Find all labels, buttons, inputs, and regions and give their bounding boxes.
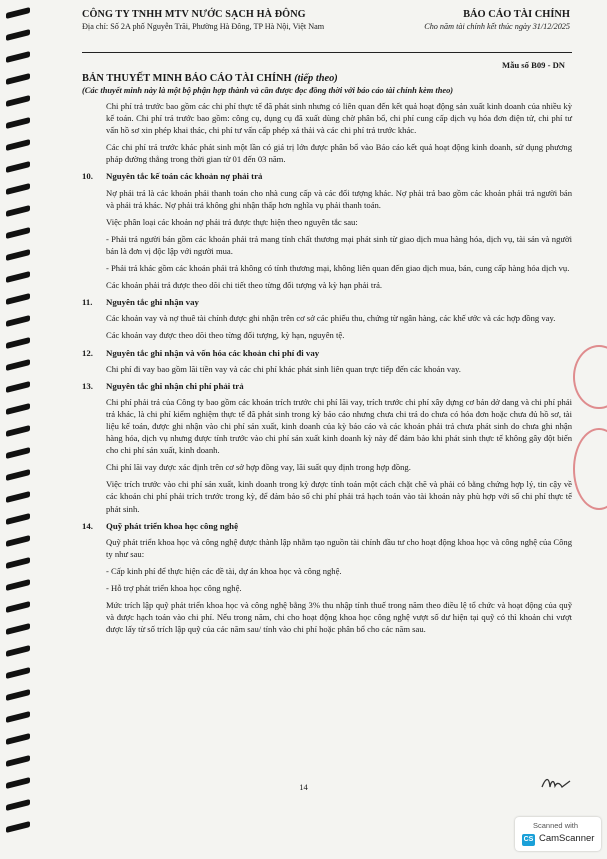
paragraph: Các chi phí trả trước khác phát sinh một lần có giá trị lớn được phân bổ vào Báo cáo kết quả hoạt động kinh doanh, sử dụng phương pháp đường thẳng trong thời gian từ 01 đến 03 năm. <box>106 142 572 165</box>
scanner-line1: Scanned with <box>533 821 579 830</box>
heading-text: Nguyên tắc ghi nhận vay <box>106 297 199 308</box>
section-heading-14 <box>82 520 572 532</box>
report-period: Cho năm tài chính kết thúc ngày 31/12/2025 <box>424 22 570 31</box>
report-title: BÁO CÁO TÀI CHÍNH <box>463 9 570 20</box>
heading-text: Quỹ phát triển khoa học công nghệ <box>106 520 238 531</box>
heading-number: 12. <box>82 347 93 358</box>
red-seal-stamp <box>573 345 607 409</box>
section-subtitle: (Các thuyết minh này là một bộ phận hợp thành và cần được đọc đồng thời với báo cáo tài chính kèm theo) <box>82 86 454 95</box>
heading-number: 13. <box>82 380 93 391</box>
heading-text: Nguyên tắc ghi nhận chi phí phải trả <box>106 380 244 391</box>
signature-initials <box>540 773 574 798</box>
paragraph: Các khoản phải trả được theo dõi chi tiết theo từng đối tượng và kỳ hạn phải trả. <box>106 280 383 291</box>
paragraph: - Phải trả người bán gồm các khoản phải trả mang tính chất thương mại phát sinh từ giao dịch mua hàng hóa, dịch vụ, tài sản và người bán là đơn vị độc lập với người mua. <box>106 233 572 256</box>
company-name: CÔNG TY TNHH MTV NƯỚC SẠCH HÀ ĐÔNG <box>82 9 306 20</box>
section-heading-10 <box>82 170 572 182</box>
paragraph: Chi phí phải trả của Công ty bao gồm các khoản trích trước chi phí lãi vay, trích trước chi phí xây dựng cơ bản dở dang và chi phí phải trả khác, là chi phí kiểm nghiệm thực tế đã phát sinh trong kỳ báo cáo nhưng chưa chi trả do chưa có hóa đơn hoặc chưa đủ hồ sơ, tài liệu kế toán, được ghi nhận vào chi phí sản xuất, kinh doanh của kỳ báo cáo và các khoản phải trả chưa phát sinh do chưa ghi nhận hàng hóa, dịch vụ nhưng được tính trước vào chi phí sản xuất kinh doanh kỳ này để đảm bảo khi phát sinh thực tế không gây đột biến cho chi phí sản xuất, kinh doanh. <box>106 396 572 456</box>
paragraph: Chi phí trả trước bao gồm các chi phí thực tế đã phát sinh nhưng có liên quan đến kết quả hoạt động sản xuất kinh doanh của nhiều kỳ kế toán. Chi phí trả trước bao gồm: công cụ, dụng cụ đã xuất dùng chờ phân bổ, chi phí cung cấp dịch vụ hóa đơn điện tử, chi phí tư vấn hồ sơ xin phép khai thác, chi phí tư vấn cấp phép xả thải và các chi phí trả trước khác. <box>106 101 572 136</box>
paragraph: Chi phí lãi vay được xác định trên cơ sở hợp đồng vay, lãi suất quy định trong hợp đồng. <box>106 462 411 473</box>
camscanner-watermark <box>515 817 601 851</box>
page-number: 14 <box>299 782 308 792</box>
spiral-binding <box>0 0 44 859</box>
heading-text: Nguyên tắc kế toán các khoản nợ phải trả <box>106 171 263 182</box>
section-title-text: BẢN THUYẾT MINH BÁO CÁO TÀI CHÍNH <box>82 73 292 84</box>
paragraph: Chi phí đi vay bao gồm lãi tiền vay và các chi phí khác phát sinh liên quan trực tiếp đến các khoản vay. <box>106 363 461 374</box>
red-seal-stamp <box>573 428 607 510</box>
section-heading-13 <box>82 380 572 392</box>
paragraph: Mức trích lập quỹ phát triển khoa học và công nghệ bằng 3% thu nhập tính thuế trong năm theo điều lệ tổ chức và hoạt động của quỹ và được hạch toán vào chi phí. Nếu trong năm, chi cho hoạt động khoa học công nghệ vượt số dư hiện tại quỹ có thì khoản chi vượt được lấy từ số trích lập quỹ của các năm sau/ tính vào chi phí hoặc phân bổ cho các năm sau. <box>106 600 572 635</box>
paragraph: Nợ phải trả là các khoản phải thanh toán cho nhà cung cấp và các đối tượng khác. Nợ phải trả bao gồm các khoản phải trả người bán và phải trả khác. Nợ phải trả không ghi nhận thấp hơn nghĩa vụ phải thanh toán. <box>106 187 572 210</box>
section-heading-12 <box>82 347 572 359</box>
paragraph: - Hỗ trợ phát triển khoa học công nghệ. <box>106 583 242 593</box>
camscanner-logo-icon: CS <box>522 834 535 846</box>
section-title-suffix: (tiếp theo) <box>294 73 338 84</box>
heading-number: 11. <box>82 297 93 308</box>
signature-icon <box>540 773 574 793</box>
paragraph: Việc trích trước vào chi phí sản xuất, kinh doanh trong kỳ được tính toán một cách chặt chẽ và phải có bằng chứng hợp lý, tin cậy về các khoản chi phí phải trích trước trong kỳ, để đảm bảo số chi phí phải trả hạch toán vào tài khoản này phù hợp với số chi phí thực tế phát sinh. <box>106 479 572 514</box>
paragraph: - Phải trả khác gồm các khoản phải trả không có tính thương mại, không liên quan đến giao dịch mua, bán, cung cấp hàng hóa dịch vụ. <box>106 263 570 274</box>
paragraph: Các khoản vay và nợ thuê tài chính được ghi nhận trên cơ sở các phiếu thu, chứng từ ngân hàng, các khế ước và các hợp đồng vay. <box>106 313 556 324</box>
paragraph: Các khoản vay được theo dõi theo từng đối tượng, kỳ hạn, nguyên tệ. <box>106 330 345 341</box>
form-number: Mẫu số B09 - DN <box>501 60 565 70</box>
heading-text: Nguyên tắc ghi nhận và vốn hóa các khoản chi phí đi vay <box>106 347 320 358</box>
heading-number: 14. <box>82 520 93 531</box>
company-address: Địa chỉ: Số 2A phố Nguyễn Trãi, Phường Hà Đông, TP Hà Nội, Việt Nam <box>82 22 325 31</box>
paragraph: Việc phân loại các khoản nợ phải trả được thực hiện theo nguyên tắc sau: <box>106 216 358 227</box>
section-title <box>82 73 338 84</box>
document-body <box>82 100 572 640</box>
paragraph: Quỹ phát triển khoa học và công nghệ được thành lập nhằm tạo nguồn tài chính đầu tư cho hoạt động khoa học và công nghệ của Công ty như sau: <box>106 536 572 559</box>
scanner-line2: CamScanner <box>539 833 595 844</box>
page-header <box>82 9 570 31</box>
section-heading-11 <box>82 296 572 308</box>
header-rule <box>82 52 572 53</box>
heading-number: 10. <box>82 171 93 182</box>
paragraph: - Cấp kinh phí để thực hiện các đề tài, dự án khoa học và công nghệ. <box>106 565 342 576</box>
